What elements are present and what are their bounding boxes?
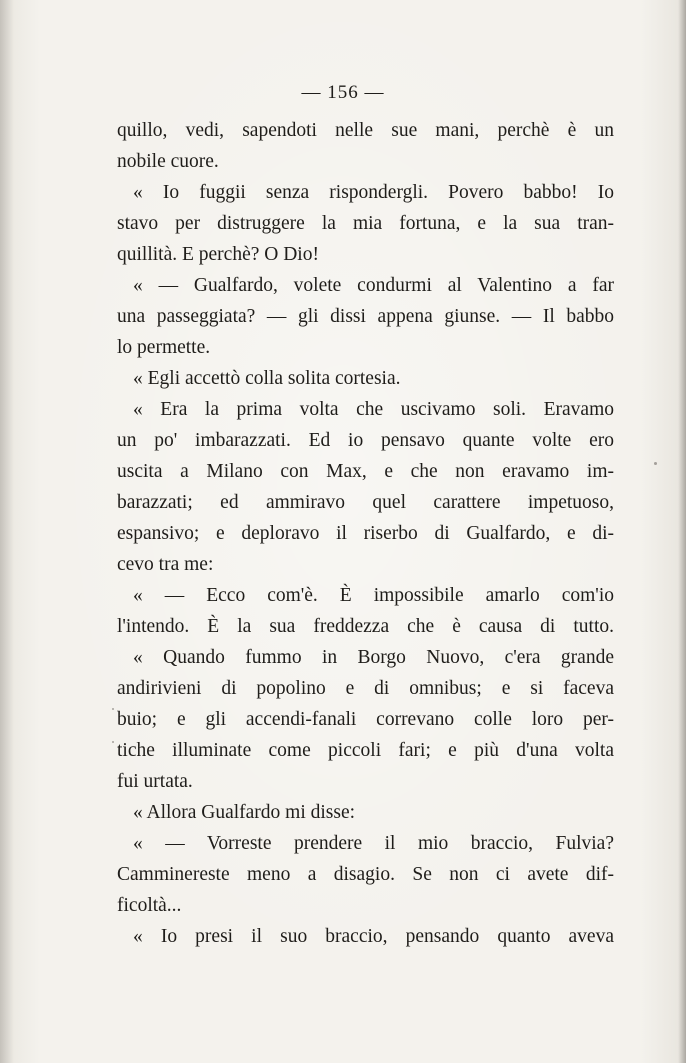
text-line: un po' imbarazzati. Ed io pensavo quante volte ero bbox=[117, 430, 614, 451]
page-right-shadow bbox=[678, 0, 686, 1063]
page-left-shadow bbox=[0, 0, 14, 1063]
page-number: — 156 — bbox=[301, 82, 385, 103]
body-text bbox=[117, 115, 614, 952]
text-line: tiche illuminate come piccoli fari; e più d'una volta bbox=[117, 740, 614, 761]
text-line: barazzati; ed ammiravo quel carattere impetuoso, bbox=[117, 492, 614, 513]
text-line: buio; e gli accendi-fanali correvano colle loro per- bbox=[117, 709, 614, 730]
text-line: stavo per distruggere la mia fortuna, e la sua tran- bbox=[117, 213, 614, 234]
paper-speck bbox=[654, 462, 657, 465]
text-line: « Quando fummo in Borgo Nuovo, c'era grande bbox=[133, 647, 614, 668]
text-line: « Egli accettò colla solita cortesia. bbox=[133, 368, 401, 389]
text-line: nobile cuore. bbox=[117, 151, 219, 172]
text-line: fui urtata. bbox=[117, 771, 193, 792]
text-line: andirivieni di popolino e di omnibus; e si faceva bbox=[117, 678, 614, 699]
text-line: ficoltà... bbox=[117, 895, 182, 916]
text-line: « — Ecco com'è. È impossibile amarlo com'io bbox=[133, 585, 614, 606]
text-line: l'intendo. È la sua freddezza che è causa di tutto. bbox=[117, 616, 614, 637]
text-line: cevo tra me: bbox=[117, 554, 214, 575]
text-line: Camminereste meno a disagio. Se non ci avete dif- bbox=[117, 864, 614, 885]
text-line: quillità. E perchè? O Dio! bbox=[117, 244, 319, 265]
text-line: espansivo; e deploravo il riserbo di Gualfardo, e di- bbox=[117, 523, 614, 544]
text-line: « — Vorreste prendere il mio braccio, Fulvia? bbox=[133, 833, 614, 854]
text-line: « Allora Gualfardo mi disse: bbox=[133, 802, 356, 823]
text-line: « Io presi il suo braccio, pensando quanto aveva bbox=[133, 926, 614, 947]
text-line: « Era la prima volta che uscivamo soli. Eravamo bbox=[133, 399, 614, 420]
paper-speck bbox=[112, 741, 114, 743]
paper-speck bbox=[112, 708, 114, 710]
text-line: « Io fuggii senza rispondergli. Povero babbo! Io bbox=[133, 182, 614, 203]
text-line: quillo, vedi, sapendoti nelle sue mani, perchè è un bbox=[117, 120, 614, 141]
text-line: una passeggiata? — gli dissi appena giunse. — Il babbo bbox=[117, 306, 614, 327]
text-line: « — Gualfardo, volete condurmi al Valentino a far bbox=[133, 275, 614, 296]
text-line: uscita a Milano con Max, e che non eravamo im- bbox=[117, 461, 614, 482]
text-line: lo permette. bbox=[117, 337, 211, 358]
